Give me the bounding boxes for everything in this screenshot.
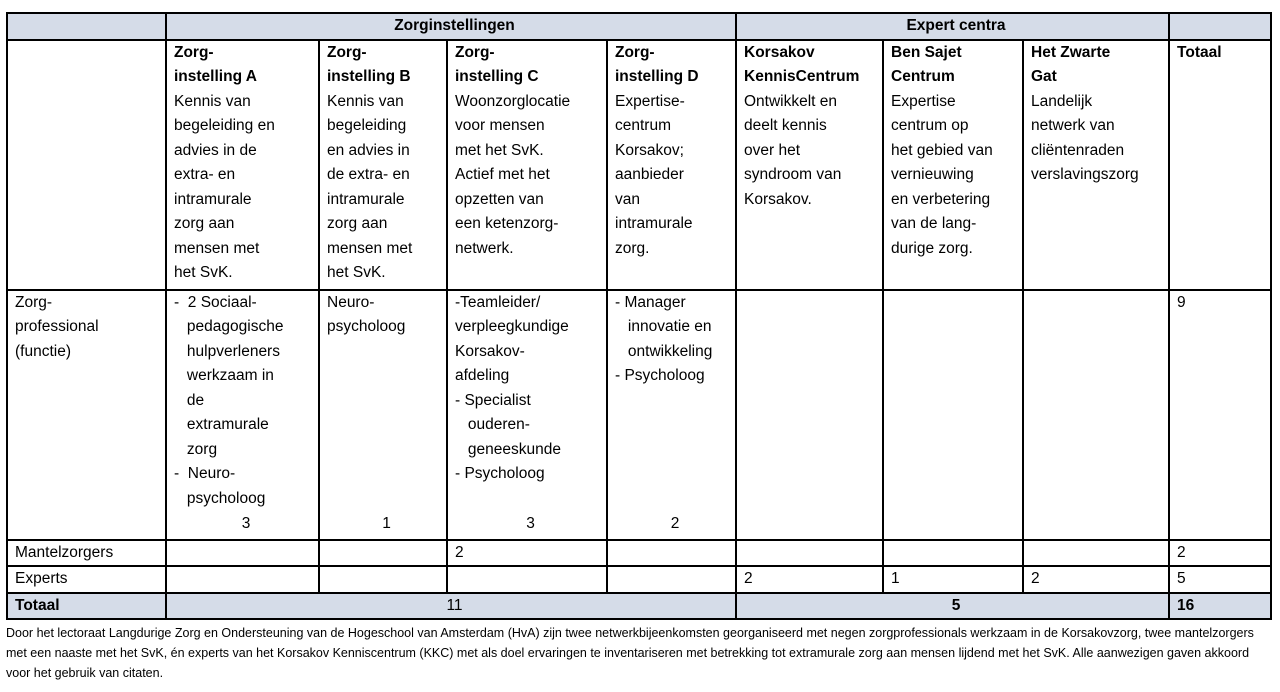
org-desc-line: intramurale bbox=[327, 190, 405, 208]
zorgprof-cell-content bbox=[615, 291, 735, 539]
function-line: ouderen- bbox=[455, 416, 530, 433]
org-desc-line: Expertise- bbox=[615, 92, 685, 110]
org-desc-line: van de lang- bbox=[891, 215, 977, 232]
totaal-expert: 5 bbox=[736, 593, 1169, 620]
org-desc-line: centrum op bbox=[891, 117, 969, 134]
org-desc-line: advies in de bbox=[174, 141, 257, 159]
org-desc-line: Actief met het bbox=[455, 166, 550, 183]
zorgprof-cell-a bbox=[166, 290, 319, 540]
participant-count: 3 bbox=[526, 515, 535, 532]
org-name-line: Zorg- bbox=[174, 43, 214, 61]
experts-cell-c bbox=[447, 566, 607, 593]
totaal-row bbox=[7, 593, 1271, 620]
function-line: - Psycholoog bbox=[455, 465, 545, 482]
org-name-line: Zorg- bbox=[455, 43, 495, 61]
org-het-zwarte-gat bbox=[1023, 40, 1169, 290]
function-line: innovatie en bbox=[615, 318, 712, 335]
zorgprof-cell-c bbox=[447, 290, 607, 540]
zorgprof-cell-kkc bbox=[736, 290, 883, 540]
org-desc-line: en verbetering bbox=[891, 190, 991, 208]
empty-label-cell bbox=[7, 40, 166, 290]
participant-count: 3 bbox=[241, 515, 251, 532]
org-desc-line: netwerk van bbox=[1031, 117, 1115, 134]
function-line: psycholoog bbox=[327, 318, 406, 335]
org-desc-line: netwerk. bbox=[455, 239, 514, 257]
experts-label: Experts bbox=[7, 566, 166, 593]
org-zorginstelling-a bbox=[166, 40, 319, 290]
mantel-cell-bsc bbox=[883, 540, 1023, 567]
org-desc-line: zorg. bbox=[615, 239, 650, 257]
function-line: -Teamleider/ bbox=[455, 293, 541, 311]
org-desc-line: Korsakov. bbox=[744, 190, 812, 208]
totaal-header: Totaal bbox=[1169, 40, 1271, 290]
org-desc-line: Kennis van bbox=[174, 92, 251, 110]
corner-cell bbox=[7, 13, 166, 40]
org-desc-line: van bbox=[615, 190, 640, 208]
mantel-cell-hzg bbox=[1023, 540, 1169, 567]
org-desc-line: verslavingszorg bbox=[1031, 166, 1139, 183]
org-zorginstelling-c bbox=[447, 40, 607, 290]
org-desc-line: voor mensen bbox=[455, 117, 545, 134]
org-desc-line: het gebied van bbox=[891, 141, 993, 159]
function-line: pedagogische bbox=[174, 318, 284, 335]
org-desc-line: intramurale bbox=[615, 215, 693, 232]
org-desc-line: Expertise bbox=[891, 92, 956, 110]
org-desc-line: intramurale bbox=[174, 190, 252, 208]
experts-cell-kkc: 2 bbox=[736, 566, 883, 593]
org-desc-line: begeleiding bbox=[327, 117, 407, 134]
zorgprof-cell-b bbox=[319, 290, 447, 540]
function-line: - Neuro- bbox=[174, 465, 236, 482]
mantel-cell-d bbox=[607, 540, 736, 567]
zorgprofessional-label bbox=[7, 290, 166, 540]
experts-total: 5 bbox=[1169, 566, 1271, 593]
zorgprof-cell-content bbox=[455, 291, 606, 539]
experts-cell-a bbox=[166, 566, 319, 593]
experts-cell-hzg: 2 bbox=[1023, 566, 1169, 593]
function-line: Korsakov- bbox=[455, 342, 525, 360]
org-desc-line: deelt kennis bbox=[744, 117, 827, 134]
mantel-cell-b bbox=[319, 540, 447, 567]
org-name-line: Gat bbox=[1031, 68, 1057, 85]
experts-cell-d bbox=[607, 566, 736, 593]
org-name-line: instelling C bbox=[455, 68, 539, 85]
org-desc-line: cliëntenraden bbox=[1031, 141, 1125, 159]
function-line: werkzaam in bbox=[174, 367, 274, 384]
org-desc-line: de extra- en bbox=[327, 166, 410, 183]
participant-count: 1 bbox=[382, 515, 391, 532]
participants-table bbox=[6, 12, 1272, 620]
function-line: - Manager bbox=[615, 293, 686, 311]
org-desc-line: met het SvK. bbox=[455, 141, 544, 159]
mantel-cell-kkc bbox=[736, 540, 883, 567]
org-desc-line: Landelijk bbox=[1031, 92, 1093, 110]
org-ben-sajet-centrum bbox=[883, 40, 1023, 290]
function-line: - Specialist bbox=[455, 391, 531, 409]
mantel-cell-a bbox=[166, 540, 319, 567]
function-line: afdeling bbox=[455, 367, 510, 384]
zorgprof-label-line: (functie) bbox=[15, 342, 71, 360]
experts-row bbox=[7, 566, 1271, 593]
org-name-line: KennisCentrum bbox=[744, 68, 860, 85]
mantel-total: 2 bbox=[1169, 540, 1271, 567]
function-line: de bbox=[174, 391, 205, 409]
org-desc-line: over het bbox=[744, 141, 801, 159]
org-name-line: Het Zwarte bbox=[1031, 43, 1111, 61]
org-desc-line: een ketenzorg- bbox=[455, 215, 559, 232]
org-name-line: instelling A bbox=[174, 68, 257, 85]
org-desc-line: mensen met bbox=[174, 239, 260, 257]
function-line: verpleegkundige bbox=[455, 318, 569, 335]
function-line: - Psycholoog bbox=[615, 367, 705, 384]
organisation-header-row bbox=[7, 40, 1271, 290]
totaal-zorg: 11 bbox=[166, 593, 736, 620]
org-desc-line: opzetten van bbox=[455, 190, 544, 208]
org-desc-line: aanbieder bbox=[615, 166, 684, 183]
org-desc-line: en advies in bbox=[327, 141, 410, 159]
group-zorginstellingen: Zorginstellingen bbox=[166, 13, 736, 40]
participant-count: 2 bbox=[670, 515, 680, 532]
org-zorginstelling-d bbox=[607, 40, 736, 290]
org-desc-line: Korsakov; bbox=[615, 141, 684, 159]
org-desc-line: zorg aan bbox=[174, 215, 235, 232]
org-desc-line: Woonzorglocatie bbox=[455, 92, 571, 110]
org-desc-line: vernieuwing bbox=[891, 166, 974, 183]
zorgprof-label-line: professional bbox=[15, 318, 99, 335]
org-desc-line: begeleiding en bbox=[174, 117, 275, 134]
zorgprof-cell-content bbox=[327, 291, 446, 539]
org-name-line: Zorg- bbox=[327, 43, 367, 61]
zorgprof-total: 9 bbox=[1169, 290, 1271, 540]
org-name-line: Ben Sajet bbox=[891, 43, 962, 61]
function-line: zorg bbox=[174, 440, 218, 458]
org-desc-line: durige zorg. bbox=[891, 239, 973, 257]
org-desc-line: zorg aan bbox=[327, 215, 388, 232]
function-line: geneeskunde bbox=[455, 440, 562, 458]
totaal-label: Totaal bbox=[7, 593, 166, 620]
org-desc-line: Kennis van bbox=[327, 92, 404, 110]
org-name-line: Zorg- bbox=[615, 43, 655, 61]
zorgprof-cell-content bbox=[174, 291, 318, 539]
org-desc-line: Ontwikkelt en bbox=[744, 92, 838, 110]
org-name-line: instelling B bbox=[327, 68, 411, 85]
org-zorginstelling-b bbox=[319, 40, 447, 290]
experts-cell-bsc: 1 bbox=[883, 566, 1023, 593]
experts-cell-b bbox=[319, 566, 447, 593]
zorgprof-cell-d bbox=[607, 290, 736, 540]
function-line: - 2 Sociaal- bbox=[174, 293, 257, 311]
mantel-cell-c: 2 bbox=[447, 540, 607, 567]
group-header-row bbox=[7, 13, 1271, 40]
zorgprof-label-line: Zorg- bbox=[15, 293, 53, 311]
zorgprofessional-row bbox=[7, 290, 1271, 540]
zorgprof-cell-hzg bbox=[1023, 290, 1169, 540]
table-caption: Door het lectoraat Langdurige Zorg en Ondersteuning van de Hogeschool van Amsterdam (HvA) zijn twee netwerkbijeenkomsten georganiseerd met negen zorgprofessionals werkzaam in de Korsakovzorg, twee mantelzorgers met een naaste met het SvK, én experts van het Korsakov Kenniscentrum (KKC) met als doel ervaringen te inventariseren met betrekking tot extramurale zorg aan mensen lijdend met het SvK. Alle aanwezigen gaven akkoord voor het gebruik van citaten. bbox=[6, 626, 1254, 680]
totaal-grand: 16 bbox=[1169, 593, 1271, 620]
group-expert-centra: Expert centra bbox=[736, 13, 1169, 40]
function-line: hulpverleners bbox=[174, 342, 280, 360]
mantelzorgers-row bbox=[7, 540, 1271, 567]
mantelzorgers-label: Mantelzorgers bbox=[7, 540, 166, 567]
org-desc-line: extra- en bbox=[174, 166, 236, 183]
org-desc-line: het SvK. bbox=[174, 264, 233, 281]
org-name-line: Korsakov bbox=[744, 43, 815, 61]
org-korsakov-kenniscentrum bbox=[736, 40, 883, 290]
function-line: extramurale bbox=[174, 416, 269, 433]
org-desc-line: syndroom van bbox=[744, 166, 842, 183]
org-name-line: Centrum bbox=[891, 68, 955, 85]
function-line: Neuro- bbox=[327, 293, 375, 311]
function-line: ontwikkeling bbox=[615, 342, 713, 360]
group-totaal-cell bbox=[1169, 13, 1271, 40]
org-name-line: instelling D bbox=[615, 68, 699, 85]
org-desc-line: het SvK. bbox=[327, 264, 386, 281]
function-line: psycholoog bbox=[174, 489, 266, 507]
org-desc-line: centrum bbox=[615, 117, 671, 134]
org-desc-line: mensen met bbox=[327, 239, 413, 257]
zorgprof-cell-bsc bbox=[883, 290, 1023, 540]
